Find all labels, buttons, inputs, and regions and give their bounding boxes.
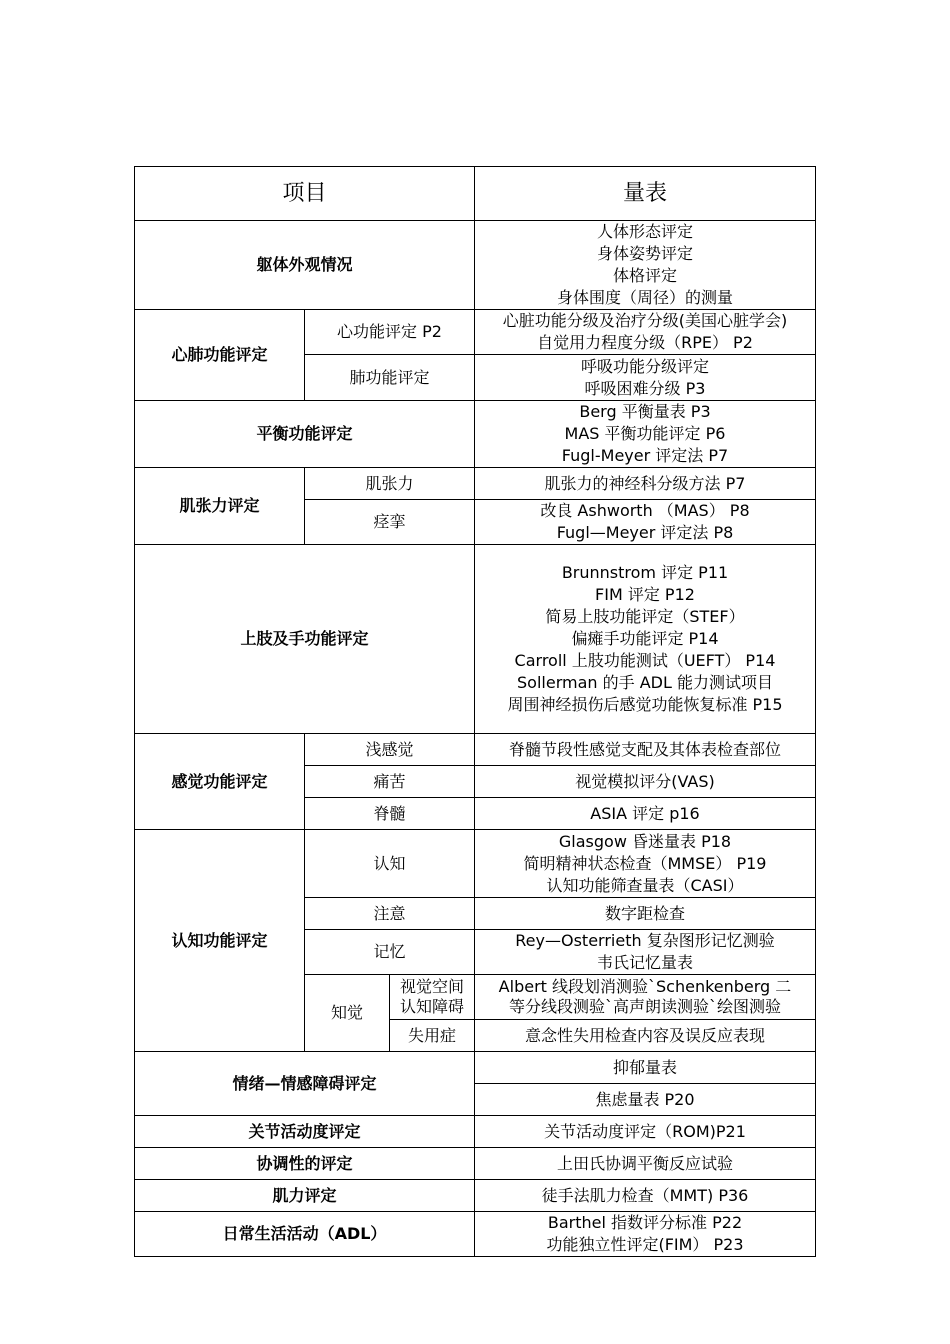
table-row <box>135 401 816 468</box>
scale-cell: 上田氏协调平衡反应试验 <box>475 1148 816 1180</box>
table-row <box>135 1052 816 1084</box>
table-row <box>135 1116 816 1148</box>
category-sensory: 感觉功能评定 <box>135 734 305 830</box>
scale-cell: Brunnstrom 评定 P11 FIM 评定 P12 简易上肢功能评定（STEF） 偏瘫手功能评定 P14 Carroll 上肢功能测试（UEFT） P14 Sollerman 的手 ADL 能力测试项目 周围神经损伤后感觉功能恢复标准 P15 <box>475 545 816 734</box>
scale-cell: 抑郁量表 <box>475 1052 816 1084</box>
subitem-lung: 肺功能评定 <box>305 355 475 401</box>
table-row <box>135 734 816 766</box>
table-row <box>135 310 816 355</box>
category-rom: 关节活动度评定 <box>135 1116 475 1148</box>
category-strength: 肌力评定 <box>135 1180 475 1212</box>
scale-cell: 肌张力的神经科分级方法 P7 <box>475 468 816 500</box>
category-cognitive: 认知功能评定 <box>135 830 305 1052</box>
table-row <box>135 468 816 500</box>
scale-cell: 脊髓节段性感觉支配及其体表检查部位 <box>475 734 816 766</box>
scale-cell: ASIA 评定 p16 <box>475 798 816 830</box>
scale-cell: 视觉模拟评分(VAS) <box>475 766 816 798</box>
subitem-perception: 知觉 <box>305 975 390 1052</box>
subitem-spinal: 脊髓 <box>305 798 475 830</box>
category-coordination: 协调性的评定 <box>135 1148 475 1180</box>
table-row <box>135 1148 816 1180</box>
category-muscle-tone: 肌张力评定 <box>135 468 305 545</box>
scale-cell: 改良 Ashworth （MAS） P8 Fugl—Meyer 评定法 P8 <box>475 500 816 545</box>
category-cardiopulmonary: 心肺功能评定 <box>135 310 305 401</box>
scale-cell: Glasgow 昏迷量表 P18 简明精神状态检查（MMSE） P19 认知功能筛查量表（CASI） <box>475 830 816 898</box>
table-row <box>135 545 816 734</box>
scale-cell: 意念性失用检查内容及误反应表现 <box>475 1020 816 1052</box>
subitem-cognition: 认知 <box>305 830 475 898</box>
scale-cell: Albert 线段划消测验`Schenkenberg 二 等分线段测验`高声朗读测验`绘图测验 <box>475 975 816 1020</box>
header-scale: 量表 <box>475 167 816 221</box>
subitem-attention: 注意 <box>305 898 475 930</box>
subitem-pain: 痛苦 <box>305 766 475 798</box>
category-upper-limb: 上肢及手功能评定 <box>135 545 475 734</box>
table-row <box>135 1180 816 1212</box>
header-row <box>135 167 816 221</box>
subitem-superficial: 浅感觉 <box>305 734 475 766</box>
scale-cell: 关节活动度评定（ROM)P21 <box>475 1116 816 1148</box>
subitem-spasm: 痉挛 <box>305 500 475 545</box>
scale-cell: 心脏功能分级及治疗分级(美国心脏学会) 自觉用力程度分级（RPE） P2 <box>475 310 816 355</box>
scale-cell: Barthel 指数评分标准 P22 功能独立性评定(FIM） P23 <box>475 1212 816 1257</box>
scale-cell: 焦虑量表 P20 <box>475 1084 816 1116</box>
table-row <box>135 221 816 310</box>
scale-cell: 徒手法肌力检查（MMT) P36 <box>475 1180 816 1212</box>
table-row <box>135 830 816 898</box>
category-emotion: 情绪—情感障碍评定 <box>135 1052 475 1116</box>
category-balance: 平衡功能评定 <box>135 401 475 468</box>
subitem-tone: 肌张力 <box>305 468 475 500</box>
scale-cell: Rey—Osterrieth 复杂图形记忆测验 韦氏记忆量表 <box>475 930 816 975</box>
scale-cell: 呼吸功能分级评定 呼吸困难分级 P3 <box>475 355 816 401</box>
scale-cell: 数字距检查 <box>475 898 816 930</box>
table-row <box>135 1212 816 1257</box>
subitem-heart: 心功能评定 P2 <box>305 310 475 355</box>
scale-cell: 人体形态评定 身体姿势评定 体格评定 身体围度（周径）的测量 <box>475 221 816 310</box>
category-body-appearance: 躯体外观情况 <box>135 221 475 310</box>
category-adl: 日常生活活动（ADL） <box>135 1212 475 1257</box>
subitem-visuospatial: 视觉空间 认知障碍 <box>390 975 475 1020</box>
assessment-table <box>134 166 816 1257</box>
header-item: 项目 <box>135 167 475 221</box>
subitem-memory: 记忆 <box>305 930 475 975</box>
scale-cell: Berg 平衡量表 P3 MAS 平衡功能评定 P6 Fugl-Meyer 评定法 P7 <box>475 401 816 468</box>
subitem-apraxia: 失用症 <box>390 1020 475 1052</box>
